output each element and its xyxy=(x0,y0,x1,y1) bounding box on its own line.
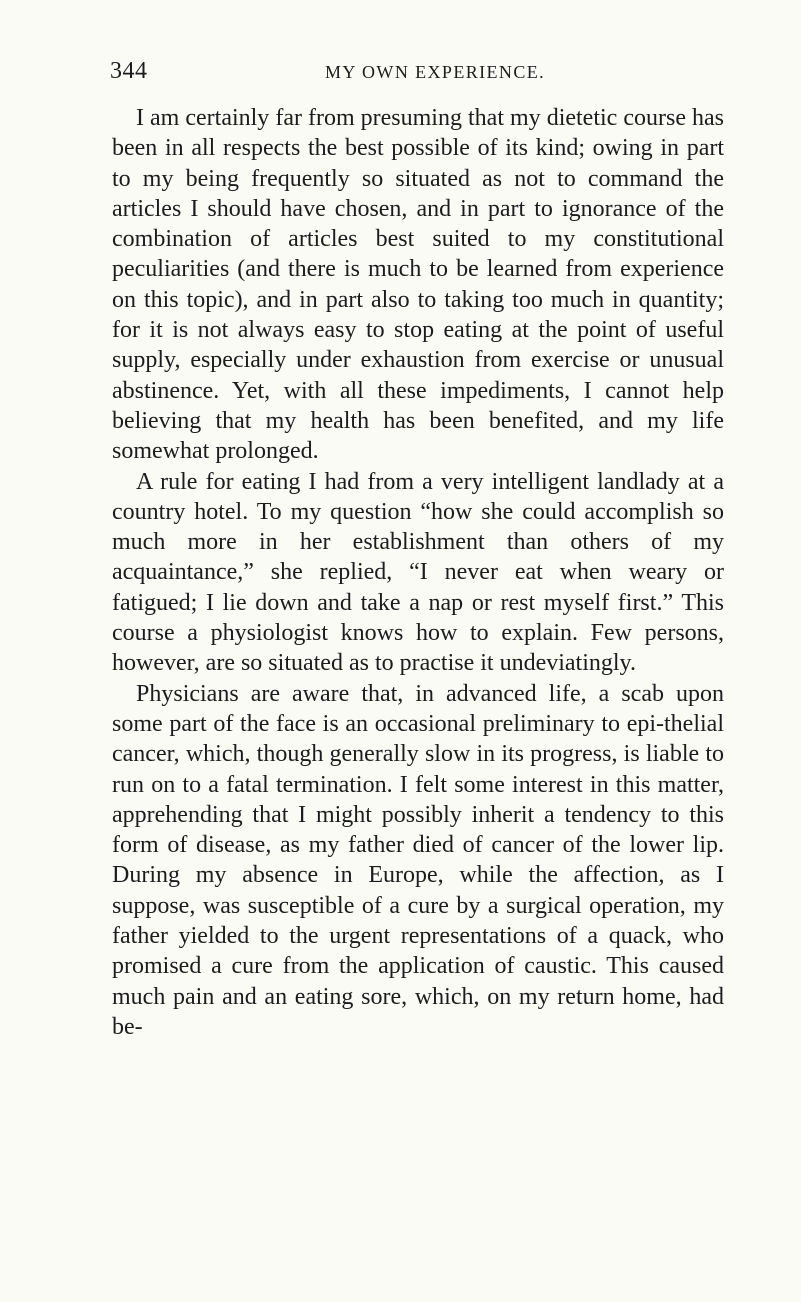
page-header xyxy=(110,58,750,88)
body-text xyxy=(112,103,724,1042)
page-number: 344 xyxy=(110,58,148,84)
paragraph-1: I am certainly far from presuming that my dietetic course has been in all respects the best possible of its kind; owing in part to my being frequently so situated as not to command the articles I should have chosen, and in part to ignorance of the combination of articles best suited to my constitutional peculiarities (and there is much to be learned from experience on this topic), and in part also to taking too much in quantity; for it is not always easy to stop eating at the point of useful supply, especially under exhaustion from exercise or unusual abstinence. Yet, with all these impediments, I cannot help believing that my health has been benefited, and my life somewhat prolonged. xyxy=(112,105,724,465)
paragraph-2: A rule for eating I had from a very intelligent landlady at a country hotel. To my question “how she could accomplish so much more in her establishment than others of my acquaintance,” she replied, “I never eat when weary or fatigued; I lie down and take a nap or rest myself first.” This course a physiologist knows how to explain. Few persons, however, are so situated as to practise it undeviatingly. xyxy=(112,468,724,677)
running-head: MY OWN EXPERIENCE. xyxy=(325,62,546,82)
paragraph-3: Physicians are aware that, in advanced life, a scab upon some part of the face is an occasional preliminary to epi-thelial cancer, which, though generally slow in its progress, is liable to run on to a fatal termination. I felt some interest in this matter, apprehending that I might possibly inherit a tendency to this form of disease, as my father died of cancer of the lower lip. During my absence in Europe, while the affection, as I suppose, was susceptible of a cure by a surgical operation, my father yielded to the urgent representations of a quack, who promised a cure from the application of caustic. This caused much pain and an eating sore, which, on my return home, had be- xyxy=(112,680,724,1040)
